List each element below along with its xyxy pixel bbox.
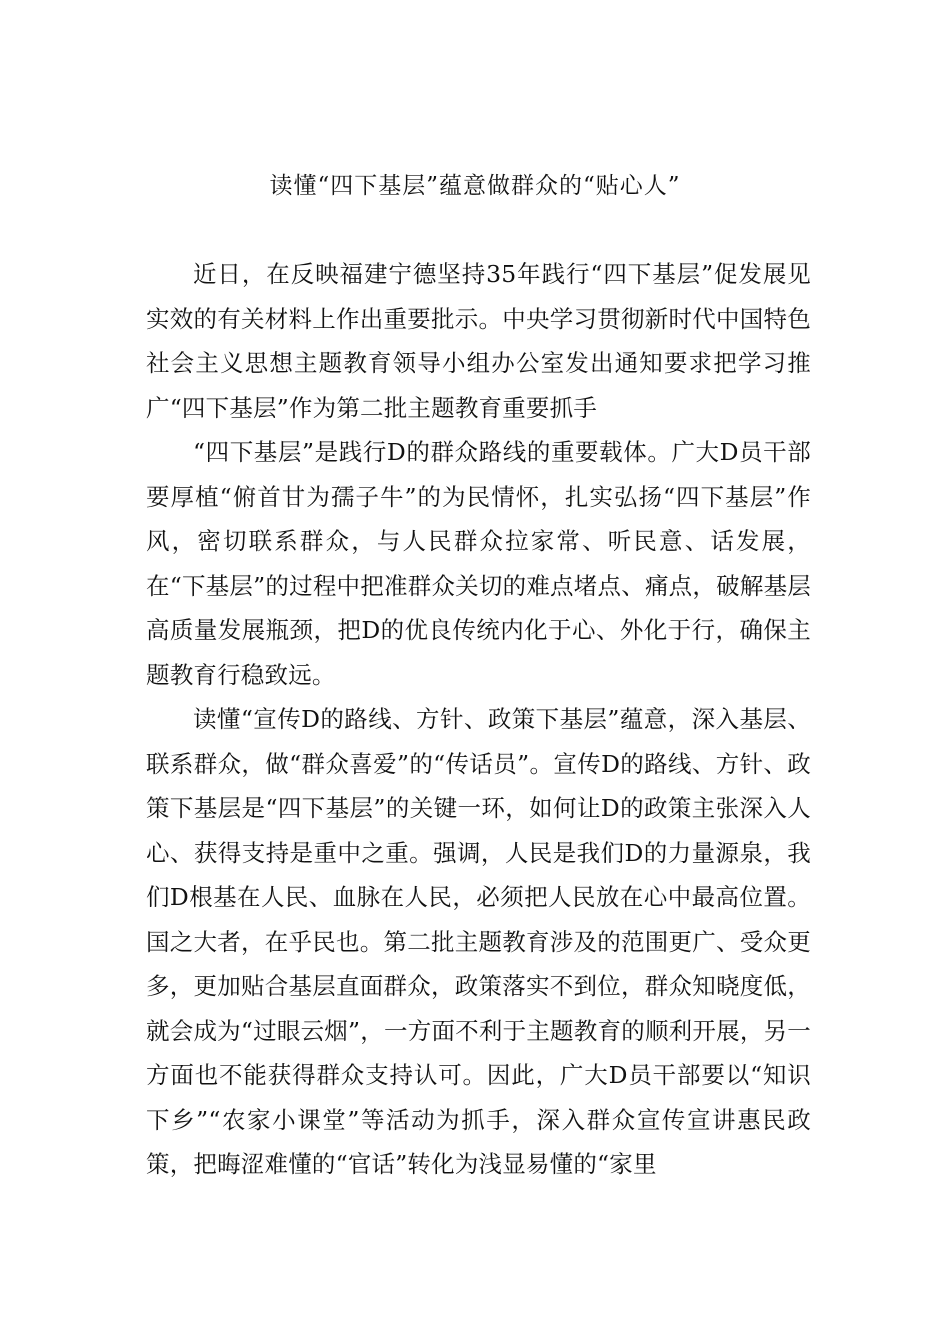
paragraph-2: “四下基层”是践行D的群众路线的重要载体。广大D员干部要厚植“俯首甘为孺子牛”的为民情怀，扎实弘扬“四下基层”作风，密切联系群众，与人民群众拉家常、听民意、话发展，在“下基层”的过程中把准群众关切的难点堵点、痛点，破解基层高质量发展瓶颈，把D的优良传统内化于心、外化于行，确保主题教育行稳致远。 [146, 438, 811, 689]
document-body [146, 252, 811, 1187]
document-title: 读懂“四下基层”蕴意做群众的“贴心人” [269, 173, 681, 199]
paragraph-1: 近日，在反映福建宁德坚持35年践行“四下基层”促发展见实效的有关材料上作出重要批示。中央学习贯彻新时代中国特色社会主义思想主题教育领导小组办公室发出通知要求把学习推广“四下基层”作为第二批主题教育重要抓手 [146, 260, 811, 422]
paragraph-3: 读懂“宣传D的路线、方针、政策下基层”蕴意，深入基层、联系群众，做“群众喜爱”的“传话员”。宣传D的路线、方针、政策下基层是“四下基层”的关键一环，如何让D的政策主张深入人心、获得支持是重中之重。强调，人民是我们D的力量源泉，我们D根基在人民、血脉在人民，必须把人民放在心中最高位置。国之大者，在乎民也。第二批主题教育涉及的范围更广、受众更多，更加贴合基层直面群众，政策落实不到位，群众知晓度低，就会成为“过眼云烟”，一方面不利于主题教育的顺利开展，另一方面也不能获得群众支持认可。因此，广大D员干部要以“知识下乡”“农家小课堂”等活动为抓手，深入群众宣传宣讲惠民政策，把晦涩难懂的“官话”转化为浅显易懂的“家里 [146, 705, 811, 1178]
